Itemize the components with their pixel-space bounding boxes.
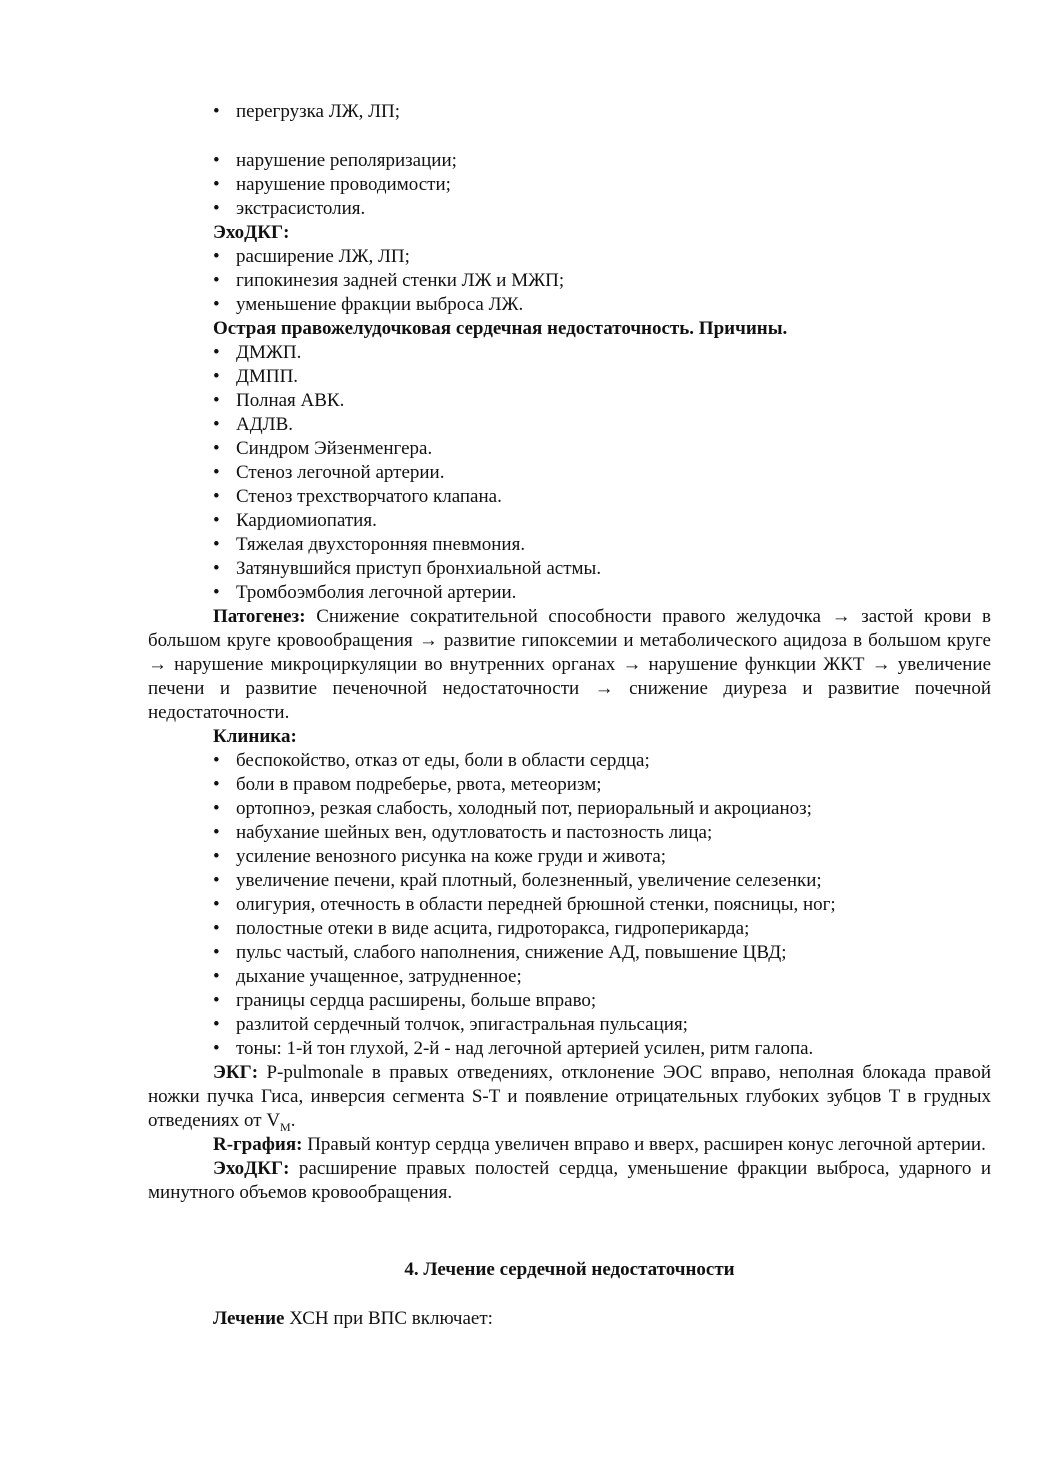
- ecg-findings-list-cont: [148, 149, 991, 1205]
- ecg-findings-list: [148, 100, 991, 124]
- list-item: • Стеноз трехстворчатого клапана.: [148, 485, 991, 509]
- list-item: • полостные отеки в виде асцита, гидроторакса, гидроперикарда;: [148, 917, 991, 941]
- pathogenesis-paragraph: Патогенез: Снижение сократительной способности правого желудочка → застой крови в большом круге кровообращения → развитие гипоксемии и метаболического ацидоза в большом круге → нарушение микроциркуляции во внутренних органах → нарушение функции ЖКТ → увеличение печени и развитие печеночной недостаточности → снижение диуреза и развитие почечной недостаточности.: [148, 606, 991, 723]
- list-item: • набухание шейных вен, одутловатость и пастозность лица;: [148, 821, 991, 845]
- list-item: • Тяжелая двухсторонняя пневмония.: [148, 533, 991, 557]
- list-item: • тоны: 1-й тон глухой, 2-й - над легочной артерией усилен, ритм галопа.: [148, 1037, 991, 1061]
- list-item: • усиление венозного рисунка на коже груди и живота;: [148, 845, 991, 869]
- list-item: • уменьшение фракции выброса ЛЖ.: [148, 293, 991, 317]
- list-item: • боли в правом подреберье, рвота, метеоризм;: [148, 773, 991, 797]
- list-item: • Тромбоэмболия легочной артерии.: [148, 581, 991, 605]
- treatment-paragraph: Лечение ХСН при ВПС включает:: [213, 1308, 493, 1329]
- list-item: • перегрузка ЛЖ, ЛП;: [148, 100, 991, 124]
- list-item: • Синдром Эйзенменгера.: [148, 437, 991, 461]
- echo-heading: ЭхоДКГ:: [213, 222, 290, 243]
- clinic-heading: Клиника:: [213, 726, 297, 747]
- list-item: • ДМПП.: [148, 365, 991, 389]
- ekg-paragraph: ЭКГ: P-pulmonale в правых отведениях, отклонение ЭОС вправо, неполная блокада правой ножки пучка Гиса, инверсия сегмента S-T и появление отрицательных глубоких зубцов T в грудных отведениях от $V_M$.: [148, 1062, 992, 1134]
- list-item: • экстрасистолия.: [148, 197, 991, 221]
- list-item: • расширение ЛЖ, ЛП;: [148, 245, 991, 269]
- list-item: • ДМЖП.: [148, 341, 991, 365]
- list-item: • ортопноэ, резкая слабость, холодный пот, периоральный и акроцианоз;: [148, 797, 991, 821]
- list-item: • дыхание учащенное, затрудненное;: [148, 965, 991, 989]
- list-item: • нарушение проводимости;: [148, 173, 991, 197]
- list-item: • увеличение печени, край плотный, болезненный, увеличение селезенки;: [148, 869, 991, 893]
- section-title: 4. Лечение сердечной недостаточности: [404, 1259, 735, 1280]
- list-item: • беспокойство, отказ от еды, боли в области сердца;: [148, 749, 991, 773]
- list-item: • АДЛВ.: [148, 413, 991, 437]
- list-item: • разлитой сердечный толчок, эпигастральная пульсация;: [148, 1013, 991, 1037]
- list-item: • гипокинезия задней стенки ЛЖ и МЖП;: [148, 269, 991, 293]
- list-item: • Полная АВК.: [148, 389, 991, 413]
- list-item: • пульс частый, слабого наполнения, снижение АД, повышение ЦВД;: [148, 941, 991, 965]
- list-item: • Кардиомиопатия.: [148, 509, 991, 533]
- list-item: • Затянувшийся приступ бронхиальной астмы.: [148, 557, 991, 581]
- causes-heading: Острая правожелудочковая сердечная недостаточность. Причины.: [213, 318, 788, 339]
- echo2-paragraph: ЭхоДКГ: расширение правых полостей сердца, уменьшение фракции выброса, ударного и минутного объемов кровообращения.: [148, 1158, 992, 1203]
- list-item: • нарушение реполяризации;: [148, 149, 991, 173]
- list-item: • Стеноз легочной артерии.: [148, 461, 991, 485]
- list-item: • границы сердца расширены, больше вправо;: [148, 989, 991, 1013]
- list-item: • олигурия, отечность в области передней брюшной стенки, поясницы, ног;: [148, 893, 991, 917]
- rgraph-paragraph: R-графия: Правый контур сердца увеличен вправо и вверх, расширен конус легочной артерии.: [213, 1134, 986, 1155]
